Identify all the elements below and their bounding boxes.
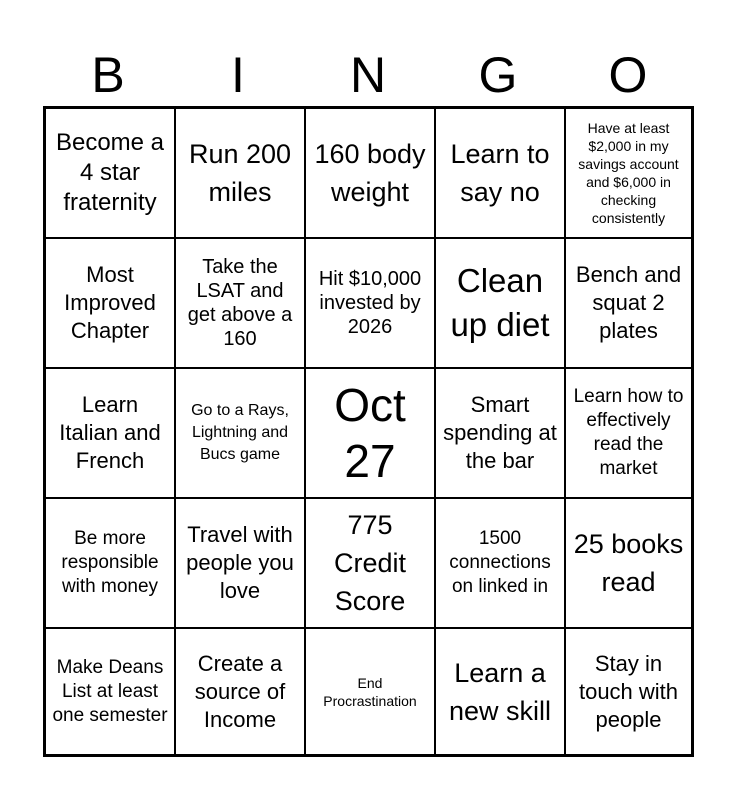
bingo-cell-r4-c3[interactable]: 775 Credit Score <box>305 498 435 628</box>
bingo-cell-r2-c4[interactable]: Clean up diet <box>435 238 565 368</box>
bingo-cell-r5-c3[interactable]: End Procrastination <box>305 628 435 755</box>
bingo-cell-r3-c1[interactable]: Learn Italian and French <box>45 368 175 498</box>
bingo-cell-r2-c1[interactable]: Most Improved Chapter <box>45 238 175 368</box>
bingo-cell-r2-c2[interactable]: Take the LSAT and get above a 160 <box>175 238 305 368</box>
bingo-cell-r5-c4[interactable]: Learn a new skill <box>435 628 565 755</box>
bingo-cell-r3-c4[interactable]: Smart spending at the bar <box>435 368 565 498</box>
bingo-cell-r1-c2[interactable]: Run 200 miles <box>175 108 305 238</box>
bingo-cell-r1-c1[interactable]: Become a 4 star fraternity <box>45 108 175 238</box>
bingo-cell-r4-c1[interactable]: Be more responsible with money <box>45 498 175 628</box>
bingo-header <box>43 46 694 104</box>
bingo-cell-r4-c4[interactable]: 1500 connections on linked in <box>435 498 565 628</box>
bingo-cell-r3-c5[interactable]: Learn how to effectively read the market <box>565 368 692 498</box>
bingo-cell-r1-c5[interactable]: Have at least $2,000 in my savings account and $6,000 in checking consistently <box>565 108 692 238</box>
header-letter-i: I <box>231 47 245 103</box>
bingo-cell-r3-c2[interactable]: Go to a Rays, Lightning and Bucs game <box>175 368 305 498</box>
bingo-cell-r2-c3[interactable]: Hit $10,000 invested by 2026 <box>305 238 435 368</box>
bingo-cell-r1-c4[interactable]: Learn to say no <box>435 108 565 238</box>
bingo-cell-r2-c5[interactable]: Bench and squat 2 plates <box>565 238 692 368</box>
bingo-cell-r5-c1[interactable]: Make Deans List at least one semester <box>45 628 175 755</box>
bingo-cell-r4-c2[interactable]: Travel with people you love <box>175 498 305 628</box>
header-letter-g: G <box>478 47 518 103</box>
bingo-grid <box>43 106 694 757</box>
bingo-cell-r1-c3[interactable]: 160 body weight <box>305 108 435 238</box>
bingo-cell-r5-c5[interactable]: Stay in touch with people <box>565 628 692 755</box>
header-letter-n: N <box>349 47 387 103</box>
bingo-cell-free-center[interactable]: Oct 27 <box>305 368 435 498</box>
bingo-cell-r4-c5[interactable]: 25 books read <box>565 498 692 628</box>
bingo-cell-r5-c2[interactable]: Create a source of Income <box>175 628 305 755</box>
header-letter-o: O <box>608 47 648 103</box>
header-letter-b: B <box>91 47 125 103</box>
